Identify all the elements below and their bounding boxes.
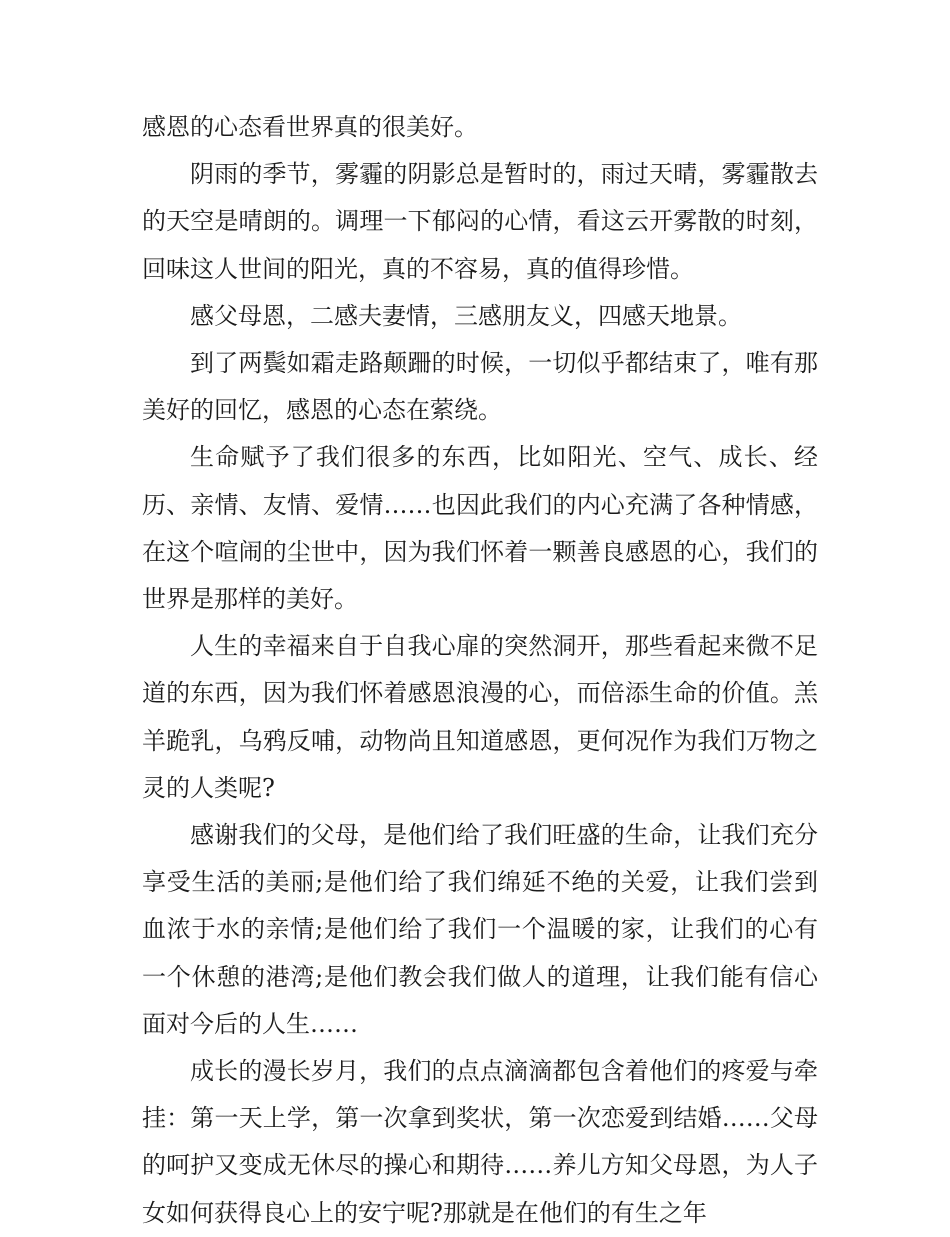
document-body <box>142 104 818 1237</box>
paragraph: 阴雨的季节，雾霾的阴影总是暂时的，雨过天晴，雾霾散去的天空是晴朗的。调理一下郁闷的心情，看这云开雾散的时刻，回味这人世间的阳光，真的不容易，真的值得珍惜。 <box>142 160 818 283</box>
paragraph: 到了两鬓如霜走路颠跚的时候，一切似乎都结束了，唯有那美好的回忆，感恩的心态在萦绕。 <box>142 349 818 425</box>
paragraph-continuation: 感恩的心态看世界真的很美好。 <box>142 113 478 141</box>
paragraph: 人生的幸福来自于自我心扉的突然洞开，那些看起来微不足道的东西，因为我们怀着感恩浪漫的心，而倍添生命的价值。羔羊跪乳，乌鸦反哺，动物尚且知道感恩，更何况作为我们万物之灵的人类呢? <box>142 632 818 802</box>
paragraph: 成长的漫长岁月，我们的点点滴滴都包含着他们的疼爱与牵挂：第一天上学，第一次拿到奖状，第一次恋爱到结婚……父母的呵护又变成无休尽的操心和期待……养儿方知父母恩，为人子女如何获得良心上的安宁呢?那就是在他们的有生之年 <box>142 1057 818 1227</box>
paragraph: 感父母恩，二感夫妻情，三感朋友义，四感天地景。 <box>190 301 742 330</box>
paragraph: 生命赋予了我们很多的东西，比如阳光、空气、成长、经历、亲情、友情、爱情……也因此我们的内心充满了各种情感，在这个喧闹的尘世中，因为我们怀着一颗善良感恩的心，我们的世界是那样的美好。 <box>142 443 818 614</box>
paragraph: 感谢我们的父母，是他们给了我们旺盛的生命，让我们充分享受生活的美丽;是他们给了我们绵延不绝的关爱，让我们尝到血浓于水的亲情;是他们给了我们一个温暖的家，让我们的心有一个休憩的港湾;是他们教会我们做人的道理，让我们能有信心面对今后的人生…… <box>142 821 818 1038</box>
